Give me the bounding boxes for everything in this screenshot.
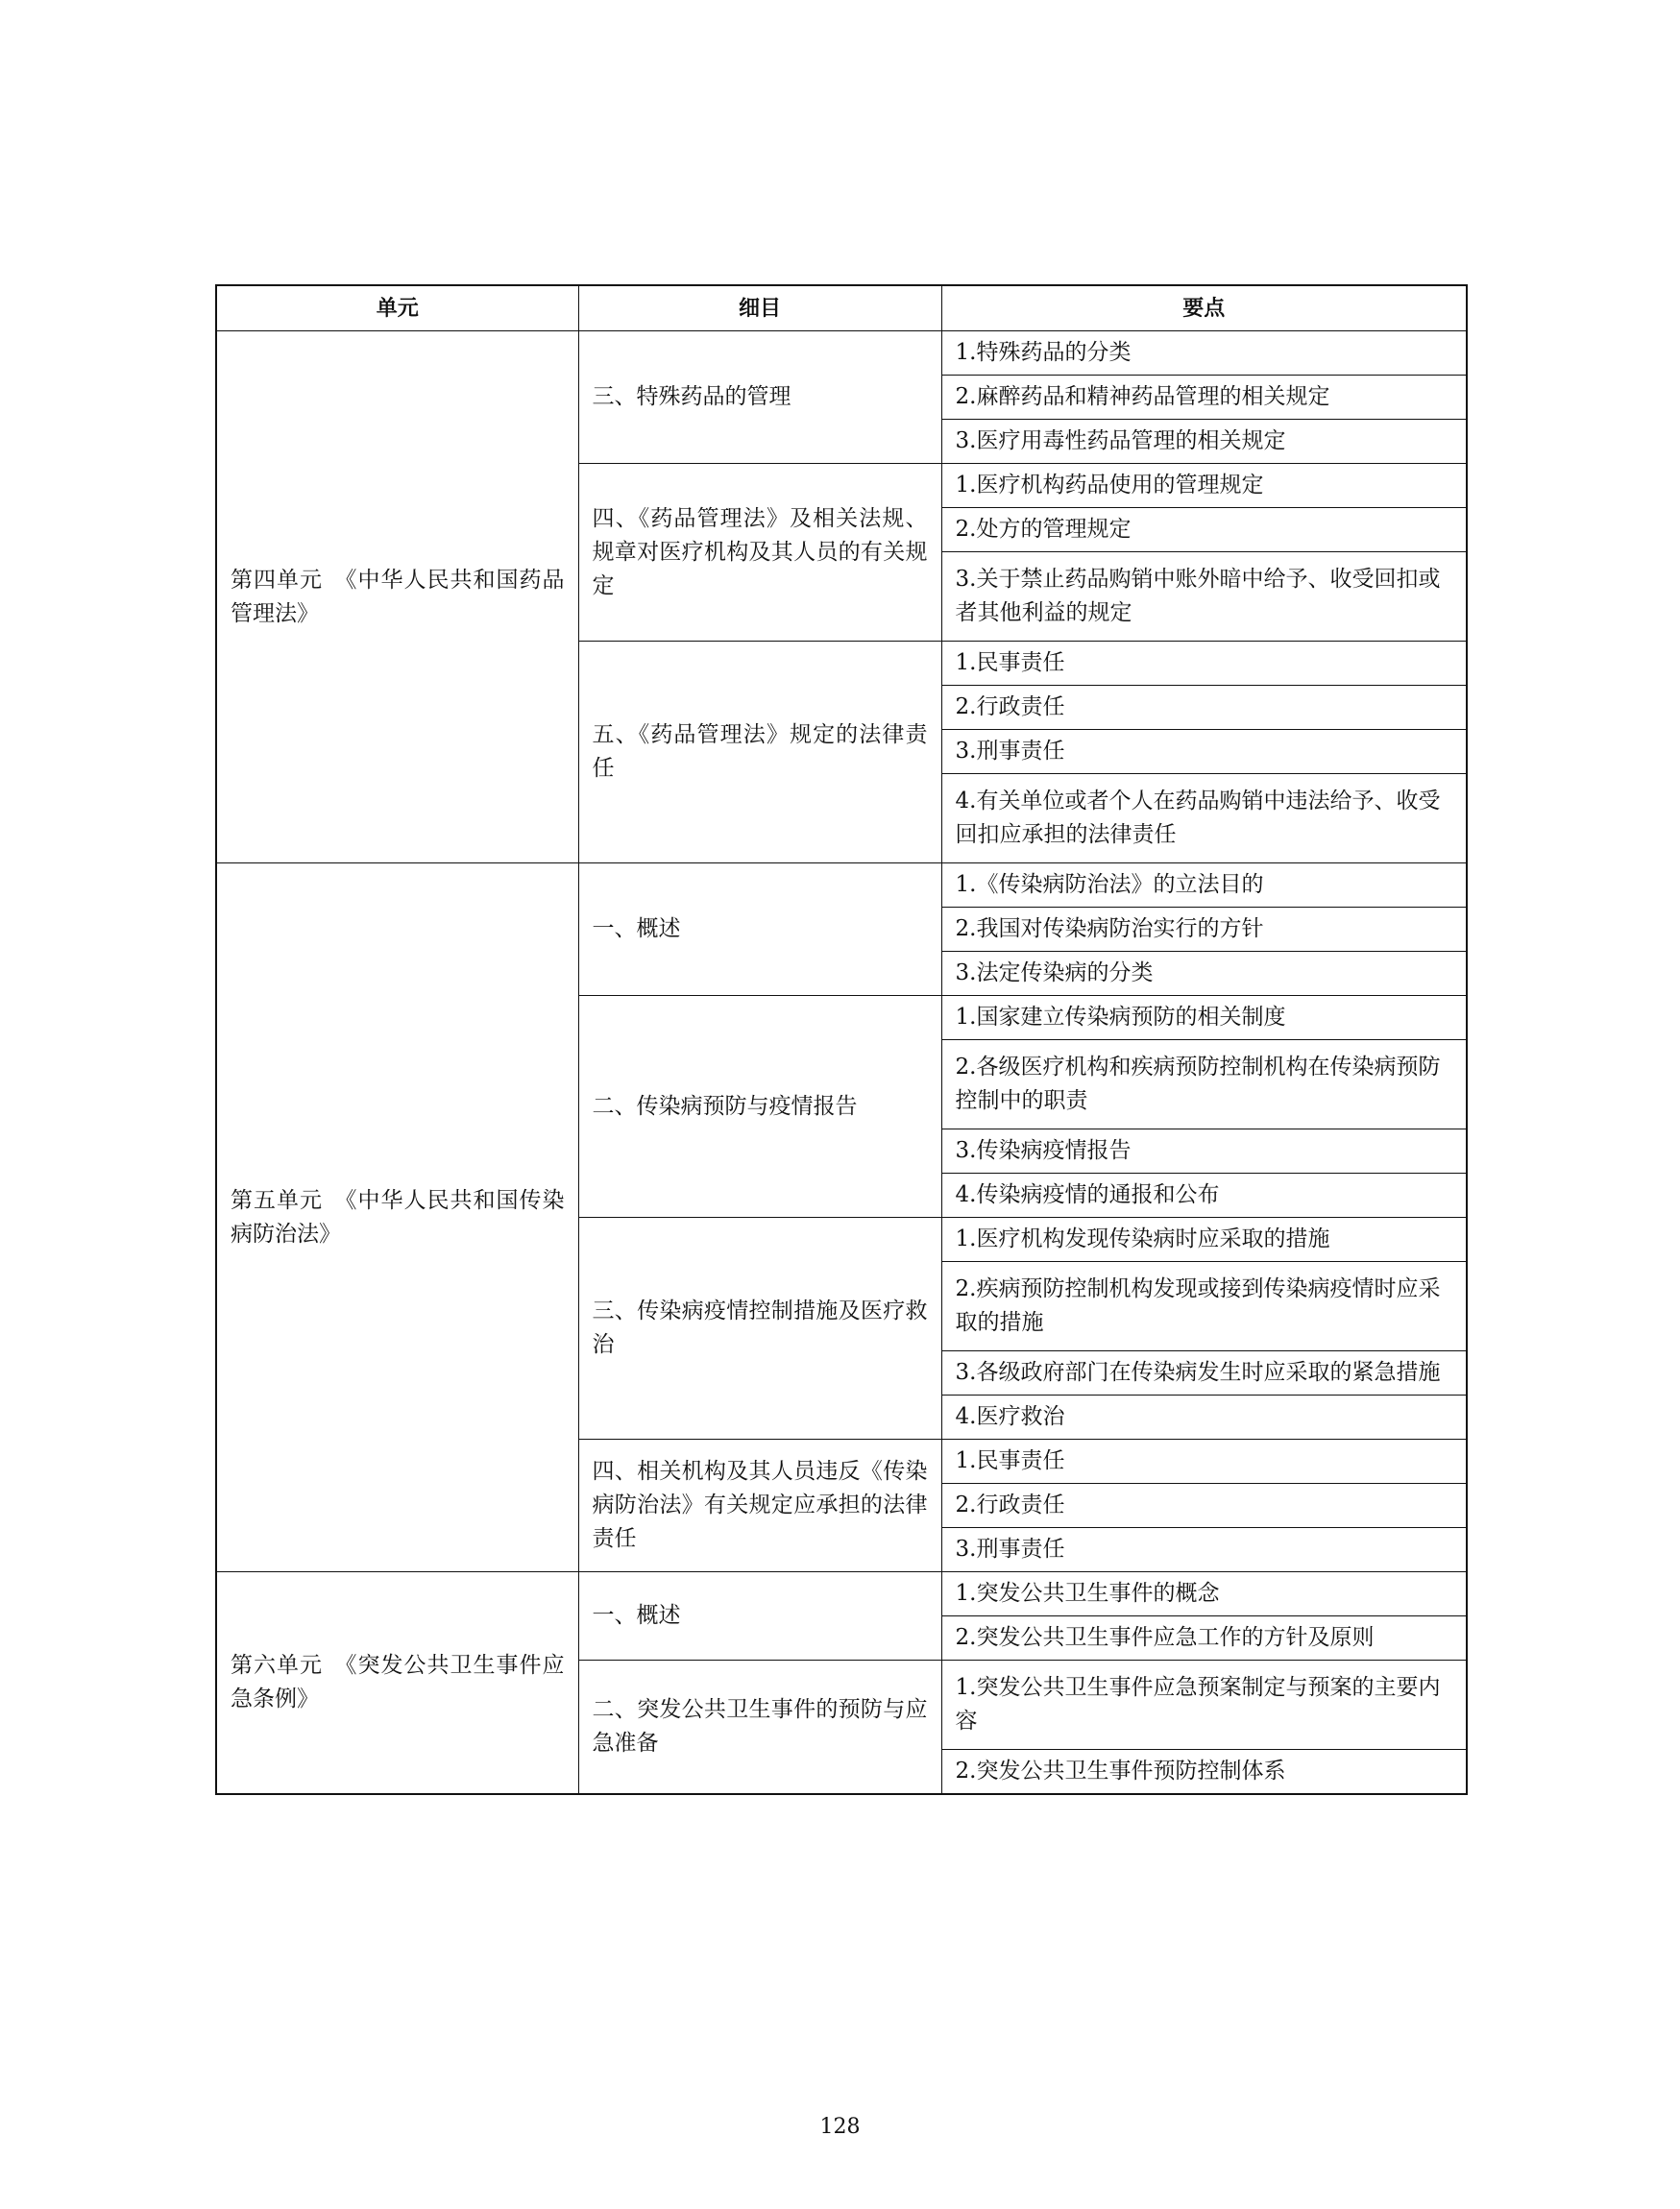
point-cell: 3.传染病疫情报告 <box>941 1129 1467 1174</box>
section-cell <box>578 863 941 996</box>
unit-cell <box>216 1572 578 1795</box>
section-title: 三、传染病疫情控制措施及医疗救治 <box>592 1299 928 1357</box>
point-cell: 2.行政责任 <box>941 686 1467 730</box>
header-row <box>216 285 1467 331</box>
section-cell <box>578 1440 941 1572</box>
table-row <box>216 863 1467 908</box>
section-title: 四、相关机构及其人员违反《传染病防治法》有关规定应承担的法律责任 <box>592 1459 928 1551</box>
point-cell: 1.《传染病防治法》的立法目的 <box>941 863 1467 908</box>
point-cell: 2.突发公共卫生事件应急工作的方针及原则 <box>941 1616 1467 1661</box>
point-cell: 1.突发公共卫生事件应急预案制定与预案的主要内容 <box>941 1661 1467 1750</box>
header-unit: 单元 <box>216 285 578 331</box>
point-cell: 1.特殊药品的分类 <box>941 331 1467 376</box>
point-cell: 4.传染病疫情的通报和公布 <box>941 1174 1467 1218</box>
page-number: 128 <box>819 2115 861 2139</box>
point-cell: 3.医疗用毒性药品管理的相关规定 <box>941 420 1467 464</box>
section-cell <box>578 331 941 464</box>
point-cell: 3.关于禁止药品购销中账外暗中给予、收受回扣或者其他利益的规定 <box>941 552 1467 642</box>
table-row <box>216 1572 1467 1616</box>
point-cell: 2.各级医疗机构和疾病预防控制机构在传染病预防控制中的职责 <box>941 1040 1467 1129</box>
point-cell: 2.突发公共卫生事件预防控制体系 <box>941 1750 1467 1795</box>
point-cell: 3.刑事责任 <box>941 1528 1467 1572</box>
point-cell: 2.处方的管理规定 <box>941 508 1467 552</box>
exam-outline-table <box>215 284 1468 1795</box>
section-cell <box>578 464 941 642</box>
point-cell: 4.有关单位或者个人在药品购销中违法给予、收受回扣应承担的法律责任 <box>941 774 1467 863</box>
point-cell: 1.医疗机构发现传染病时应采取的措施 <box>941 1218 1467 1262</box>
section-title: 二、突发公共卫生事件的预防与应急准备 <box>592 1697 928 1756</box>
section-cell <box>578 1218 941 1440</box>
point-cell: 4.医疗救治 <box>941 1396 1467 1440</box>
section-cell <box>578 1572 941 1661</box>
section-title: 一、概述 <box>592 916 681 941</box>
point-cell: 1.医疗机构药品使用的管理规定 <box>941 464 1467 508</box>
section-cell <box>578 1661 941 1795</box>
section-title: 三、特殊药品的管理 <box>592 384 791 409</box>
point-cell: 3.刑事责任 <box>941 730 1467 774</box>
table-row <box>216 331 1467 376</box>
point-cell: 2.疾病预防控制机构发现或接到传染病疫情时应采取的措施 <box>941 1262 1467 1351</box>
unit-cell <box>216 863 578 1572</box>
section-title: 四、《药品管理法》及相关法规、规章对医疗机构及其人员的有关规定 <box>592 505 928 598</box>
section-cell <box>578 642 941 863</box>
point-cell: 3.法定传染病的分类 <box>941 952 1467 996</box>
unit-title: 第六单元 《突发公共卫生事件应急条例》 <box>231 1653 565 1711</box>
unit-title: 第四单元 《中华人民共和国药品管理法》 <box>231 567 565 626</box>
header-points: 要点 <box>941 285 1467 331</box>
point-cell: 2.行政责任 <box>941 1484 1467 1528</box>
point-cell: 2.我国对传染病防治实行的方针 <box>941 908 1467 952</box>
point-cell: 1.民事责任 <box>941 1440 1467 1484</box>
point-cell: 1.突发公共卫生事件的概念 <box>941 1572 1467 1616</box>
section-title: 一、概述 <box>592 1603 681 1628</box>
point-cell: 3.各级政府部门在传染病发生时应采取的紧急措施 <box>941 1351 1467 1396</box>
unit-cell <box>216 331 578 863</box>
point-cell: 1.国家建立传染病预防的相关制度 <box>941 996 1467 1040</box>
section-title: 五、《药品管理法》规定的法律责任 <box>592 722 928 781</box>
header-section: 细目 <box>578 285 941 331</box>
unit-title: 第五单元 《中华人民共和国传染病防治法》 <box>231 1187 565 1247</box>
section-cell <box>578 996 941 1218</box>
section-title: 二、传染病预防与疫情报告 <box>592 1093 858 1119</box>
point-cell: 2.麻醉药品和精神药品管理的相关规定 <box>941 376 1467 420</box>
point-cell: 1.民事责任 <box>941 642 1467 686</box>
